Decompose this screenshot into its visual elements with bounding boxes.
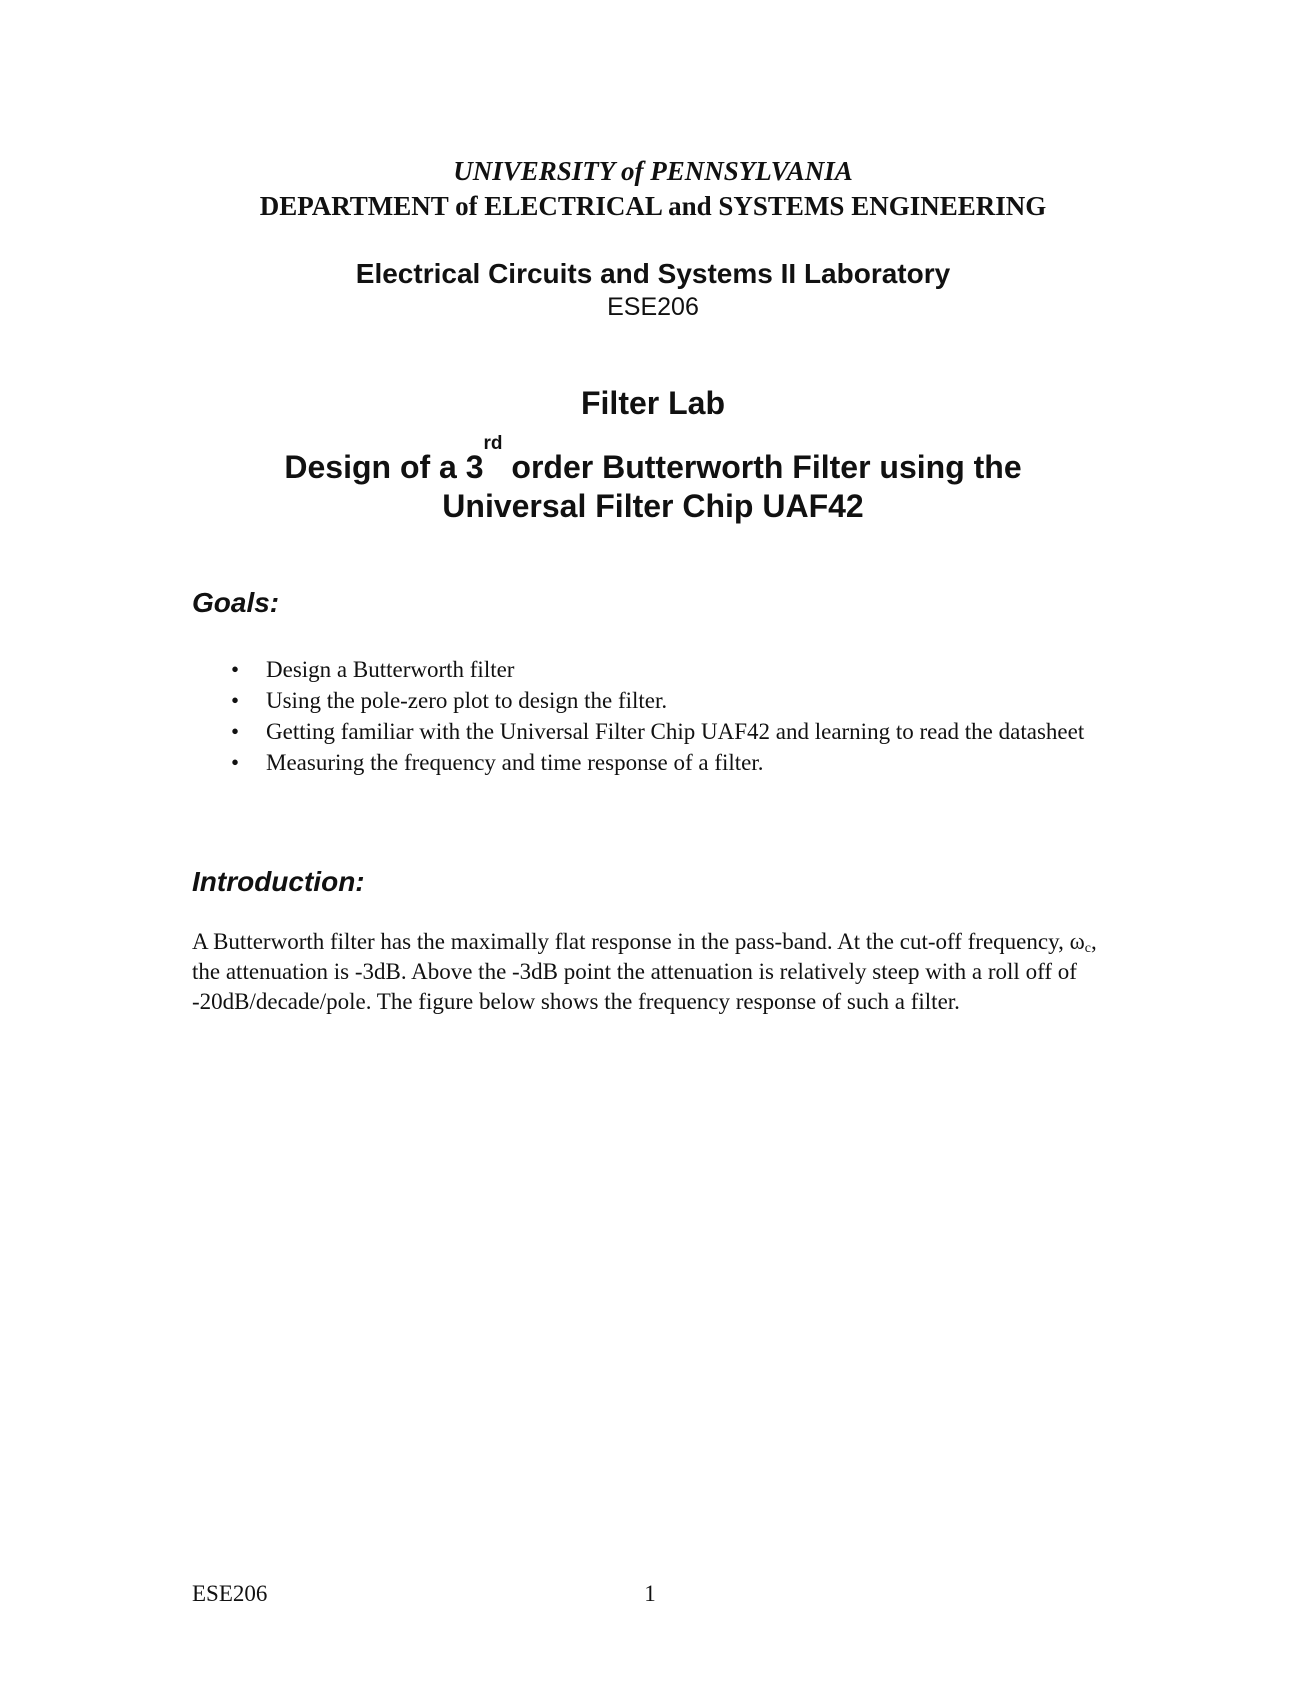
list-item [192,748,1102,777]
design-title-line1 [0,433,1306,486]
bullet-icon: • [230,688,240,713]
bullet-icon: • [230,750,240,775]
list-item [192,686,1102,715]
design-title-line2: Universal Filter Chip UAF42 [442,488,864,524]
introduction-paragraph [192,927,1112,1017]
goals-list [192,655,1102,779]
list-item [192,655,1102,684]
goal-text: Design a Butterworth filter [266,657,515,682]
intro-text-part2: , the attenuation is -3dB. Above the -3dB point the attenuation is relatively steep with a roll off of -20dB/decade/pole. The figure below shows the frequency response of such a filter. [192,929,1097,1014]
intro-text-subscript: c [1084,941,1091,956]
bullet-icon: • [230,719,240,744]
bullet-icon: • [230,657,240,682]
design-title-superscript: rd [483,433,503,454]
lab-title: Filter Lab [580,385,725,421]
design-title-suffix: order Butterworth Filter using the [502,449,1022,485]
introduction-heading: Introduction: [192,866,365,897]
design-title-prefix: Design of a 3 [284,449,484,485]
list-item [192,717,1102,746]
goal-text: Measuring the frequency and time response of a filter. [266,750,764,775]
goal-text: Using the pole-zero plot to design the filter. [266,688,668,713]
footer-course-code: ESE206 [192,1581,268,1606]
course-title: Electrical Circuits and Systems II Laboratory [355,258,951,289]
goal-text: Getting familiar with the Universal Filter Chip UAF42 and learning to read the datasheet [266,719,1085,744]
goals-heading: Goals: [192,587,280,618]
page-number: 1 [644,1581,656,1606]
university-name: UNIVERSITY of PENNSYLVANIA [453,156,853,186]
department-name: DEPARTMENT of ELECTRICAL and SYSTEMS ENGINEERING [259,191,1047,221]
course-code: ESE206 [607,293,699,321]
intro-text-part1: A Butterworth filter has the maximally flat response in the pass-band. At the cut-off frequency, ω [192,929,1085,954]
